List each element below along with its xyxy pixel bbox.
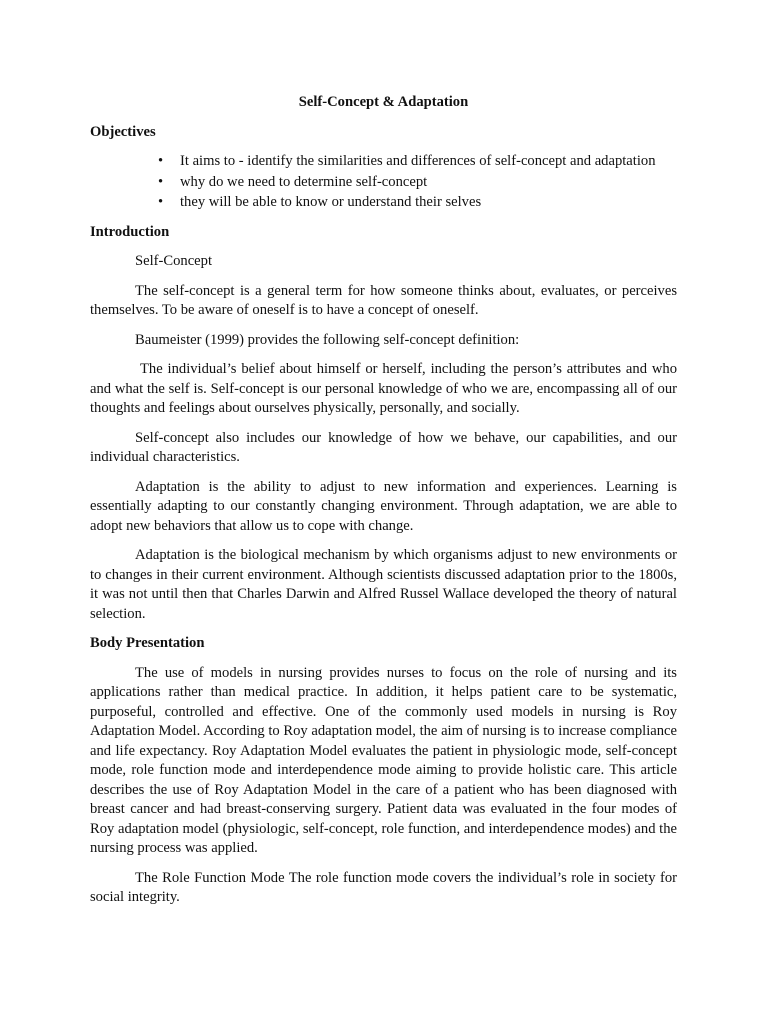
objective-text: It aims to - identify the similarities and differences of self-concept and adaptation: [180, 153, 656, 169]
list-item: [158, 152, 677, 172]
document-page: [90, 93, 677, 918]
objectives-heading: Objectives: [90, 123, 156, 140]
paragraph: The self-concept is a general term for how someone thinks about, evaluates, or perceives themselves. To be aware of oneself is to have a concept of oneself.: [90, 282, 677, 318]
paragraph: The Role Function Mode The role function mode covers the individual’s role in society for social integrity.: [90, 869, 677, 905]
list-item: [158, 173, 677, 193]
quote-paragraph: The individual’s belief about himself or herself, including the person’s attributes and who and what the self is. Self-concept is our personal knowledge of who we are, encompassing all of our thoughts and feelings about ourselves physically, personally, and socially.: [90, 361, 677, 416]
document-title: Self-Concept & Adaptation: [298, 94, 469, 110]
introduction-heading: Introduction: [90, 223, 170, 240]
bullet-icon: •: [158, 194, 164, 210]
paragraph: Adaptation is the ability to adjust to new information and experiences. Learning is essentially adapting to our constantly changing environment. Through adaptation, we are able to adopt new behaviors that allow us to cope with change.: [90, 478, 677, 534]
paragraph: Adaptation is the biological mechanism by which organisms adjust to new environments or to changes in their current environment. Although scientists discussed adaptation prior to the 1800s, it was not until then that Charles Darwin and Alfred Russel Wallace developed the theory of natural selection.: [90, 547, 677, 622]
body-presentation-heading: Body Presentation: [90, 635, 205, 651]
list-item: [158, 193, 677, 213]
intro-subheading: Self-Concept: [135, 253, 213, 269]
objective-text: why do we need to determine self-concept: [180, 173, 428, 190]
paragraph: Self-concept also includes our knowledge of how we behave, our capabilities, and our individual characteristics.: [90, 429, 677, 465]
bullet-icon: •: [158, 173, 164, 190]
objective-text: they will be able to know or understand their selves: [180, 194, 482, 210]
paragraph: Baumeister (1999) provides the following self-concept definition:: [135, 331, 520, 348]
objectives-list: [90, 152, 677, 213]
bullet-icon: •: [158, 153, 164, 169]
paragraph: The use of models in nursing provides nurses to focus on the role of nursing and its applications rather than medical practice. In addition, it helps patient care to be systematic, purposeful, controlled and effective. One of the commonly used models in nursing is Roy Adaptation Model. According to Roy adaptation model, the aim of nursing is to increase compliance and life expectancy. Roy Adaptation Model evaluates the patient in physiologic mode, self-concept mode, role function mode and interdependence mode aiming to provide holistic care. This article describes the use of Roy Adaptation Model in the care of a patient who has been diagnosed with breast cancer and had breast-conserving surgery. Patient data was evaluated in the four modes of Roy adaptation model (physiologic, self-concept, role function, and interdependence modes) and the nursing process was applied.: [90, 664, 677, 856]
